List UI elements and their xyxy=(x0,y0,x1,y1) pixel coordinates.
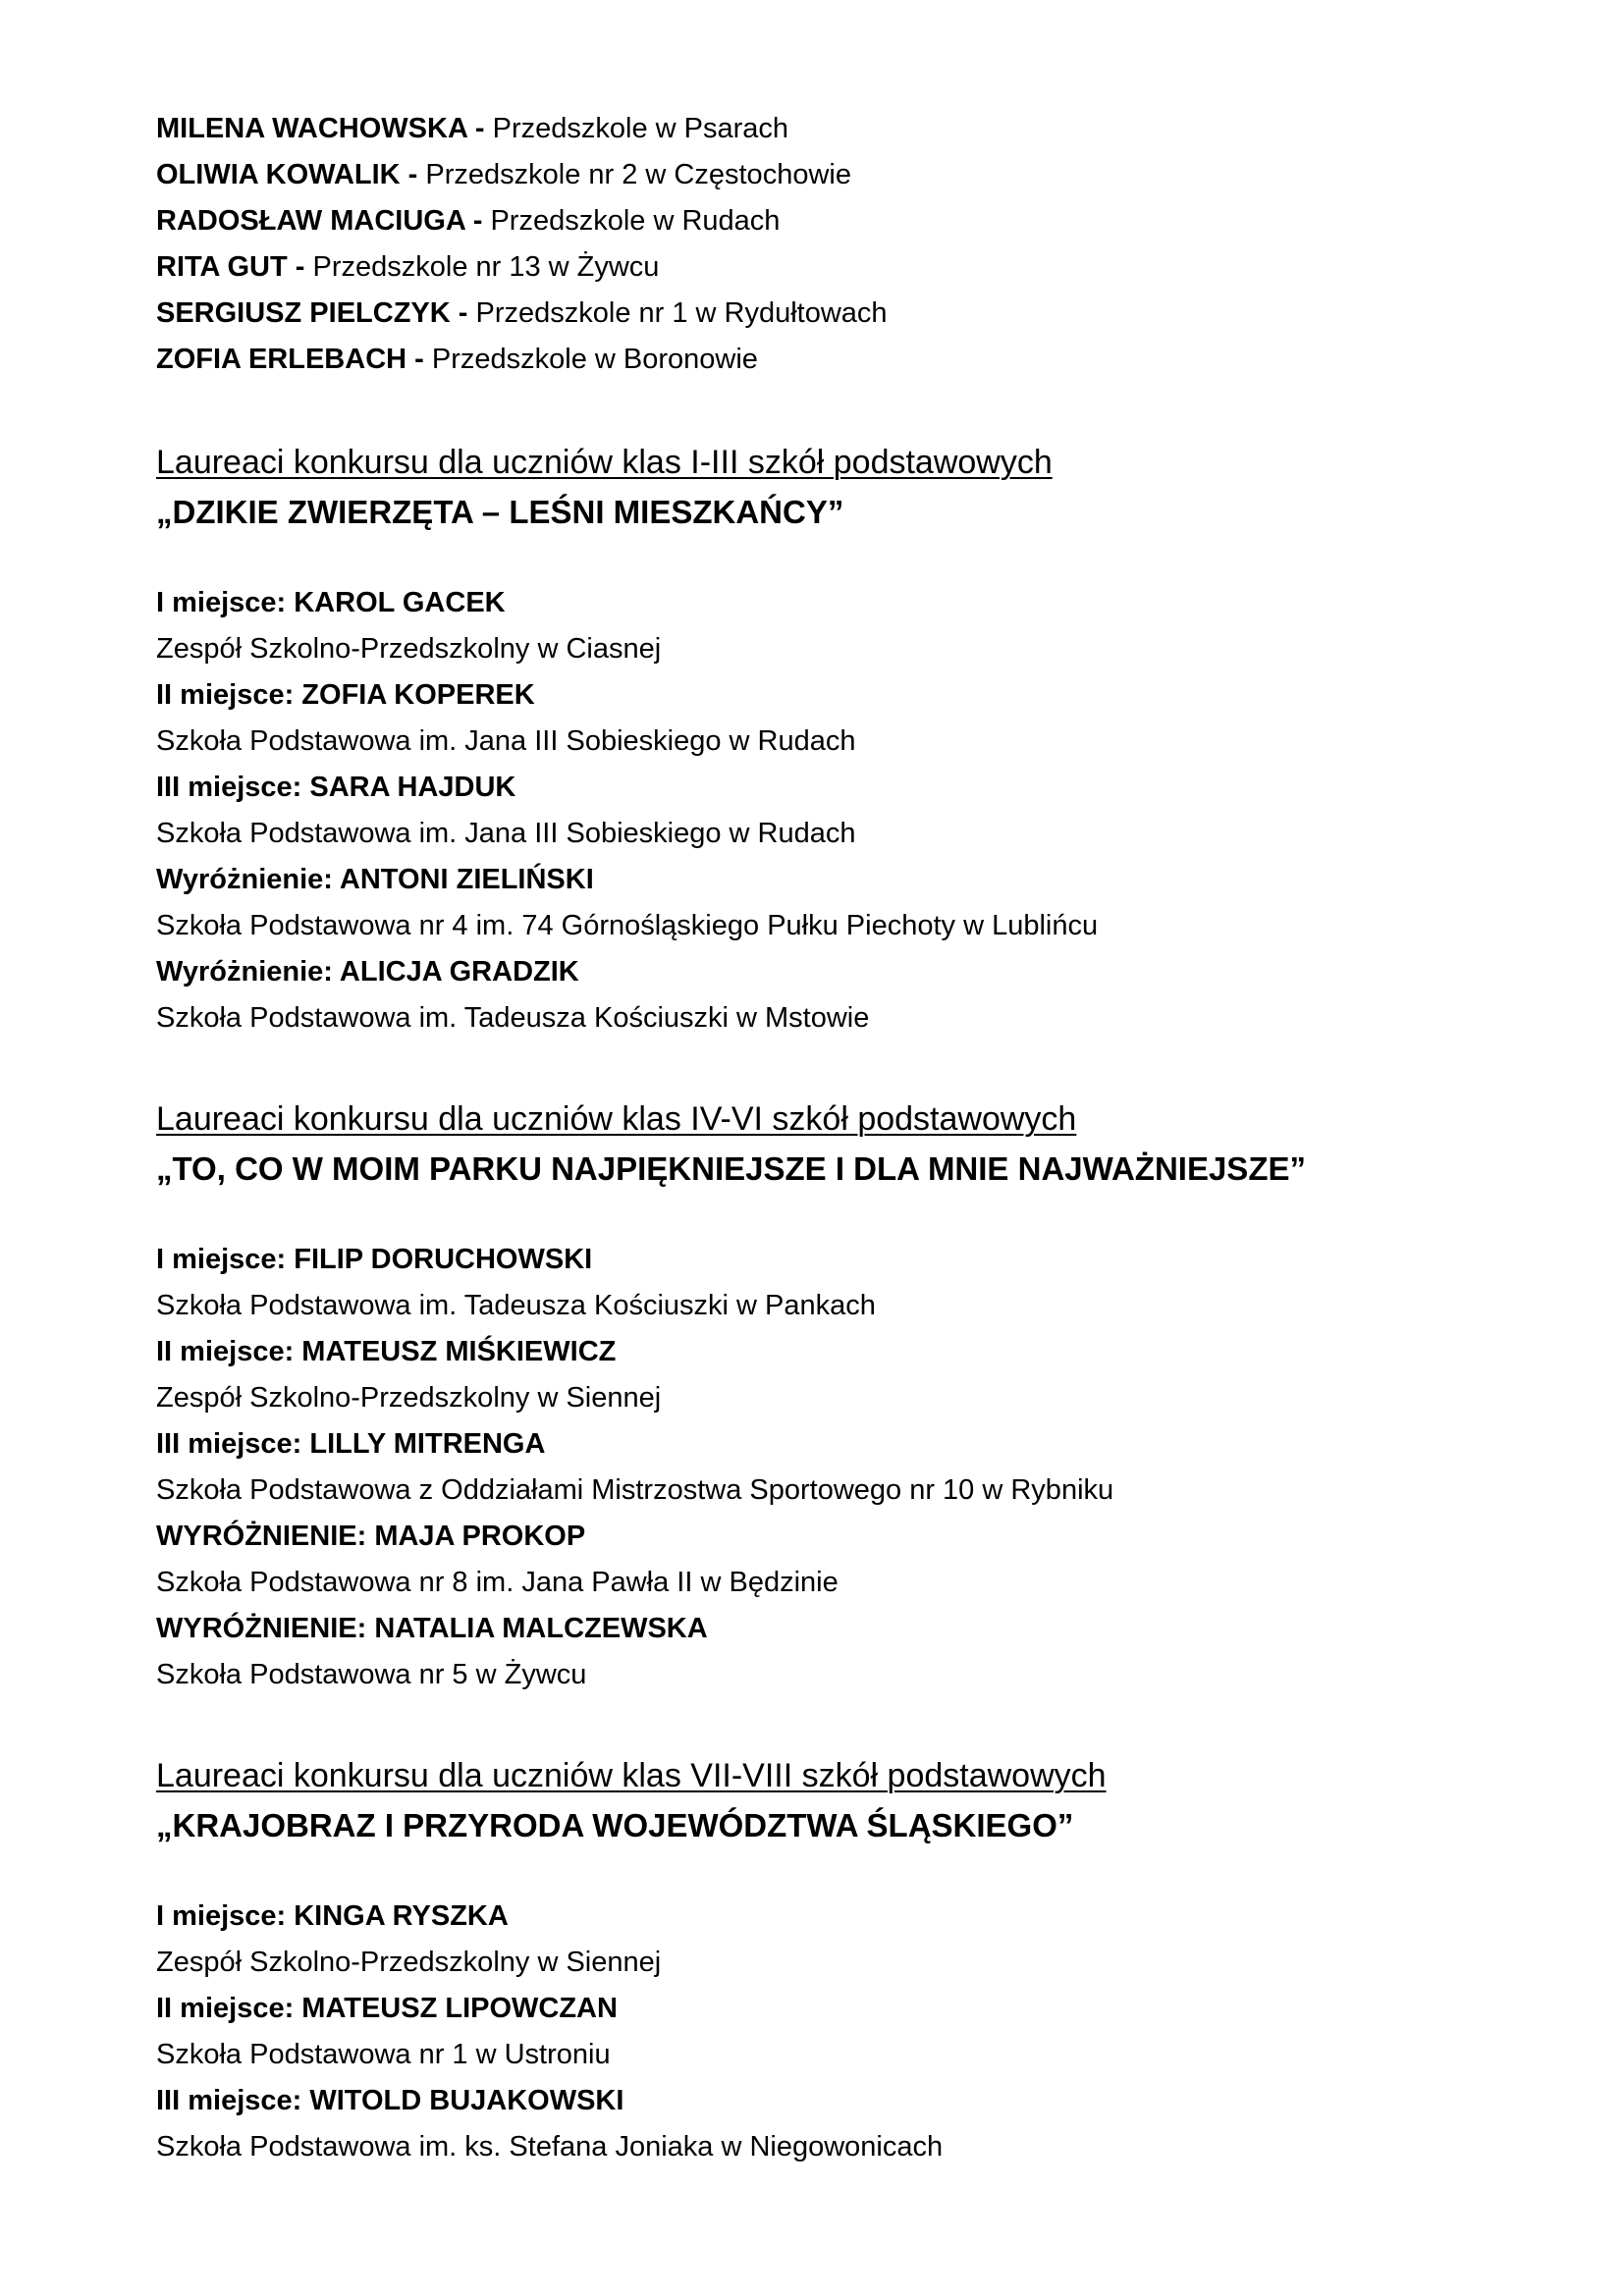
winner-place: III miejsce: SARA HAJDUK xyxy=(156,772,516,803)
preschool-list xyxy=(156,106,1511,383)
winner-place: III miejsce: WITOLD BUJAKOWSKI xyxy=(156,2085,624,2116)
winner-school: Szkoła Podstawowa im. Jana III Sobieskiego w Rudach xyxy=(156,725,856,757)
spacer xyxy=(156,1850,1511,1894)
winner-school: Szkoła Podstawowa nr 8 im. Jana Pawła II w Będzinie xyxy=(156,1567,839,1598)
spacer xyxy=(156,383,1511,438)
school-name: Przedszkole nr 1 w Rydułtowach xyxy=(475,297,888,329)
list-item xyxy=(156,152,1511,198)
winner-school: Szkoła Podstawowa z Oddziałami Mistrzostwa Sportowego nr 10 w Rybniku xyxy=(156,1474,1114,1506)
section-grades-4-6 xyxy=(156,1095,1511,1698)
winner-place: WYRÓŻNIENIE: MAJA PROKOP xyxy=(156,1521,586,1552)
winner-place: WYRÓŻNIENIE: NATALIA MALCZEWSKA xyxy=(156,1613,708,1644)
laureate-name: SERGIUSZ PIELCZYK - xyxy=(156,297,468,329)
laureate-name: RADOSŁAW MACIUGA - xyxy=(156,205,483,237)
spacer xyxy=(156,537,1511,580)
winner-place: II miejsce: ZOFIA KOPEREK xyxy=(156,679,535,711)
winner-school: Szkoła Podstawowa im. Jana III Sobieskiego w Rudach xyxy=(156,818,856,849)
winner-place: III miejsce: LILLY MITRENGA xyxy=(156,1428,546,1460)
winner-school: Szkoła Podstawowa nr 1 w Ustroniu xyxy=(156,2039,611,2070)
school-name: Przedszkole w Boronowie xyxy=(431,344,758,375)
school-name: Przedszkole nr 2 w Częstochowie xyxy=(425,159,851,190)
spacer xyxy=(156,1194,1511,1237)
winner-place: I miejsce: FILIP DORUCHOWSKI xyxy=(156,1244,593,1275)
winner-place: Wyróżnienie: ALICJA GRADZIK xyxy=(156,956,579,988)
winner-school: Szkoła Podstawowa im. Tadeusza Kościuszki w Pankach xyxy=(156,1290,876,1321)
list-item xyxy=(156,106,1511,152)
laureate-name: RITA GUT - xyxy=(156,251,305,283)
spacer xyxy=(156,1698,1511,1751)
list-item xyxy=(156,291,1511,337)
laureate-name: MILENA WACHOWSKA - xyxy=(156,113,485,144)
laureate-name: ZOFIA ERLEBACH - xyxy=(156,344,424,375)
contest-title: „DZIKIE ZWIERZĘTA – LEŚNI MIESZKAŃCY” xyxy=(156,494,844,530)
document-page xyxy=(156,106,1511,2170)
list-item xyxy=(156,244,1511,291)
contest-title: „KRAJOBRAZ I PRZYRODA WOJEWÓDZTWA ŚLĄSKIEGO” xyxy=(156,1807,1074,1843)
winner-place: I miejsce: KINGA RYSZKA xyxy=(156,1900,509,1932)
laureate-name: OLIWIA KOWALIK - xyxy=(156,159,418,190)
list-item xyxy=(156,198,1511,244)
school-name: Przedszkole w Psarach xyxy=(492,113,789,144)
section-heading: Laureaci konkursu dla uczniów klas VII-VIII szkół podstawowych xyxy=(156,1757,1107,1794)
winner-school: Zespół Szkolno-Przedszkolny w Siennej xyxy=(156,1382,662,1414)
winner-place: Wyróżnienie: ANTONI ZIELIŃSKI xyxy=(156,864,594,895)
winner-school: Szkoła Podstawowa nr 5 w Żywcu xyxy=(156,1659,587,1690)
winner-school: Szkoła Podstawowa nr 4 im. 74 Górnośląskiego Pułku Piechoty w Lublińcu xyxy=(156,910,1099,941)
list-item xyxy=(156,337,1511,383)
section-grades-1-3 xyxy=(156,438,1511,1041)
section-heading: Laureaci konkursu dla uczniów klas I-III szkół podstawowych xyxy=(156,444,1053,481)
winner-school: Szkoła Podstawowa im. ks. Stefana Joniaka w Niegowonicach xyxy=(156,2131,944,2163)
section-grades-7-8 xyxy=(156,1751,1511,2170)
winner-school: Szkoła Podstawowa im. Tadeusza Kościuszki w Mstowie xyxy=(156,1002,870,1034)
winner-place: I miejsce: KAROL GACEK xyxy=(156,587,506,618)
section-heading: Laureaci konkursu dla uczniów klas IV-VI szkół podstawowych xyxy=(156,1100,1077,1138)
spacer xyxy=(156,1041,1511,1095)
winner-place: II miejsce: MATEUSZ LIPOWCZAN xyxy=(156,1993,618,2024)
contest-title: „TO, CO W MOIM PARKU NAJPIĘKNIEJSZE I DLA MNIE NAJWAŻNIEJSZE” xyxy=(156,1150,1306,1187)
school-name: Przedszkole w Rudach xyxy=(490,205,781,237)
winner-place: II miejsce: MATEUSZ MIŚKIEWICZ xyxy=(156,1336,617,1367)
school-name: Przedszkole nr 13 w Żywcu xyxy=(312,251,660,283)
winner-school: Zespół Szkolno-Przedszkolny w Siennej xyxy=(156,1947,662,1978)
winner-school: Zespół Szkolno-Przedszkolny w Ciasnej xyxy=(156,633,662,665)
